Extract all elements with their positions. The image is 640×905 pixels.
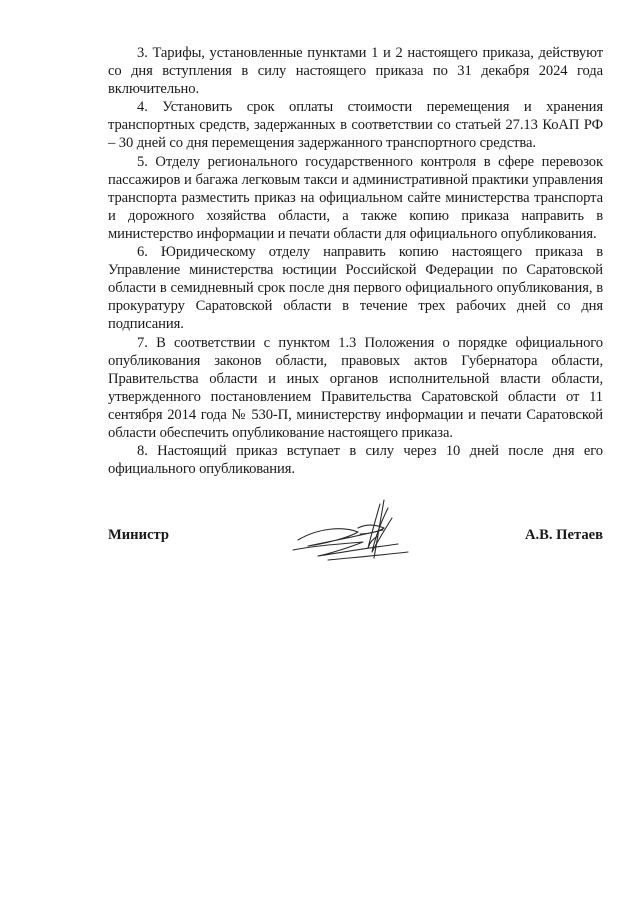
document-body — [108, 44, 603, 478]
paragraph-3: 3. Тарифы, установленные пунктами 1 и 2 настоящего приказа, действуют со дня вступления в силу настоящего приказа по 31 декабря 2024 года включительно. — [108, 45, 603, 98]
paragraph-6: 6. Юридическому отделу направить копию настоящего приказа в Управление министерства юстиции Российской Федерации по Саратовской области в семидневный срок после дня первого официального опубликования, в прокуратуру Саратовской области в течение трех рабочих дней со дня подписания. — [108, 244, 603, 333]
paragraph-8: 8. Настоящий приказ вступает в силу через 10 дней после дня его официального опубликования. — [108, 443, 603, 478]
paragraph-7: 7. В соответствии с пунктом 1.3 Положения о порядке официального опубликования законов области, правовых актов Губернатора области, Правительства области и иных органов исполнительной власти области, утвержденного постановлением Правительства Саратовской области от 11 сентября 2014 года № 530-П, министерству информации и печати Саратовской области обеспечить опубликование настоящего приказа. — [108, 334, 603, 441]
paragraph-4: 4. Установить срок оплаты стоимости перемещения и хранения транспортных средств, задержанных в соответствии со статьей 27.13 КоАП РФ – 30 дней со дня перемещения задержанного транспортного средства. — [108, 99, 603, 152]
signature-block — [108, 527, 603, 547]
signatory-title: Министр — [108, 527, 169, 543]
signatory-name: А.В. Петаев — [524, 527, 603, 543]
paragraph-5: 5. Отделу регионального государственного контроля в сфере перевозок пассажиров и багажа легковым такси и административной практики управления транспорта разместить приказ на официальном сайте министерства транспорта и дорожного хозяйства области, а также копию приказа направить в министерство информации и печати области для официального опубликования. — [108, 153, 603, 242]
